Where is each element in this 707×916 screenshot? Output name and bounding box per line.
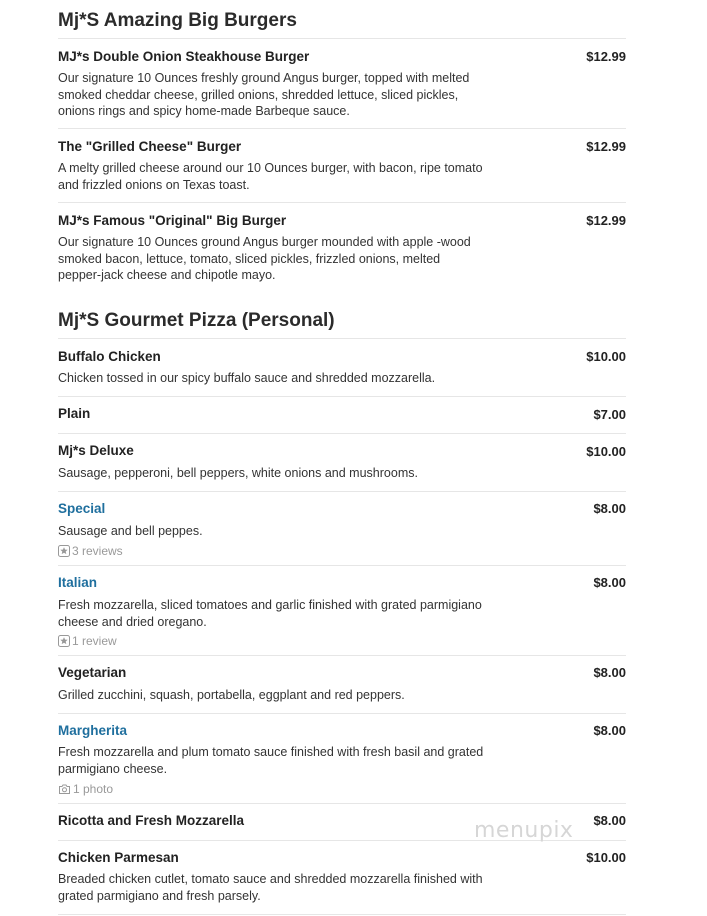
menu-item-description: Fresh mozzarella and plum tomato sauce finished with fresh basil and grated parmigiano cheese. [58,745,484,776]
menu-item-name: Vegetarian [58,665,127,680]
menu-item-description: Our signature 10 Ounces ground Angus burger mounded with apple -wood smoked bacon, lettuce, tomato, sliced pickles, frizzled onions, melted pepper-jack cheese and chipotle mayo. [58,235,471,282]
menu-item-name: Mj*s Deluxe [58,443,134,458]
divider [58,491,626,492]
menu-item-name: Plain [58,406,91,421]
menu-item-price: $10.00 [586,444,626,459]
menu-item-price: $8.00 [593,665,626,680]
camera-icon [58,783,71,795]
menu-item-price: $10.00 [586,850,626,865]
menu-item-price: $8.00 [593,813,626,828]
menupix-watermark: menupix [474,818,574,843]
divider [58,338,626,339]
photos-count: 1 photo [73,782,114,796]
menu-item-price: $8.00 [593,575,626,590]
menu-item-price: $12.99 [586,139,626,154]
menu-item-link-special[interactable]: Special [58,501,106,516]
divider [58,803,626,804]
menu-item-price: $8.00 [593,501,626,516]
menu-item-price: $12.99 [586,213,626,228]
divider [58,565,626,566]
section-title: Mj*S Gourmet Pizza (Personal) [58,310,335,331]
menu-item-name: MJ*s Double Onion Steakhouse Burger [58,49,310,64]
menu-item-price: $10.00 [586,349,626,364]
divider [58,128,626,129]
reviews-link[interactable] [58,634,117,648]
menu-item-name: Ricotta and Fresh Mozzarella [58,813,245,828]
reviews-count: 3 reviews [72,544,123,558]
divider [58,713,626,714]
divider [58,433,626,434]
menu-item-price: $8.00 [593,723,626,738]
photos-link[interactable] [58,782,113,796]
menu-item-name: The "Grilled Cheese" Burger [58,139,242,154]
menu-item-description: Sausage and bell peppes. [58,524,203,538]
review-star-icon [58,635,70,647]
divider [58,38,626,39]
menu-item-description: Chicken tossed in our spicy buffalo sauce and shredded mozzarella. [58,371,436,385]
menu-item-link-italian[interactable]: Italian [58,575,98,590]
menu-item-description: Sausage, pepperoni, bell peppers, white onions and mushrooms. [58,466,418,480]
menu-item-name: Buffalo Chicken [58,349,161,364]
menu-item-description: Breaded chicken cutlet, tomato sauce and shredded mozzarella finished with grated parmigiano and fresh parsely. [58,872,483,903]
divider [58,396,626,397]
menu-item-name: Chicken Parmesan [58,850,179,865]
menu-item-description: A melty grilled cheese around our 10 Ounces burger, with bacon, ripe tomato and frizzled onions on Texas toast. [58,161,483,192]
menu-item-link-margherita[interactable]: Margherita [58,723,128,738]
section-title: Mj*S Amazing Big Burgers [58,10,297,31]
reviews-count: 1 review [72,634,117,648]
menu-item-description: Our signature 10 Ounces freshly ground Angus burger, topped with melted smoked cheddar cheese, grilled onions, shredded lettuce, sliced pickles, onions rings and spicy home-made Barbeque sauce. [58,71,470,118]
review-star-icon [58,545,70,557]
reviews-link[interactable] [58,544,123,558]
divider [58,202,626,203]
menu-item-price: $12.99 [586,49,626,64]
menu-item-description: Grilled zucchini, squash, portabella, eggplant and red peppers. [58,688,405,702]
menu-item-description: Fresh mozzarella, sliced tomatoes and garlic finished with grated parmigiano cheese and dried oregano. [58,598,482,629]
divider [58,914,626,915]
menu-item-price: $7.00 [593,407,626,422]
menu-item-name: MJ*s Famous "Original" Big Burger [58,213,287,228]
divider [58,655,626,656]
